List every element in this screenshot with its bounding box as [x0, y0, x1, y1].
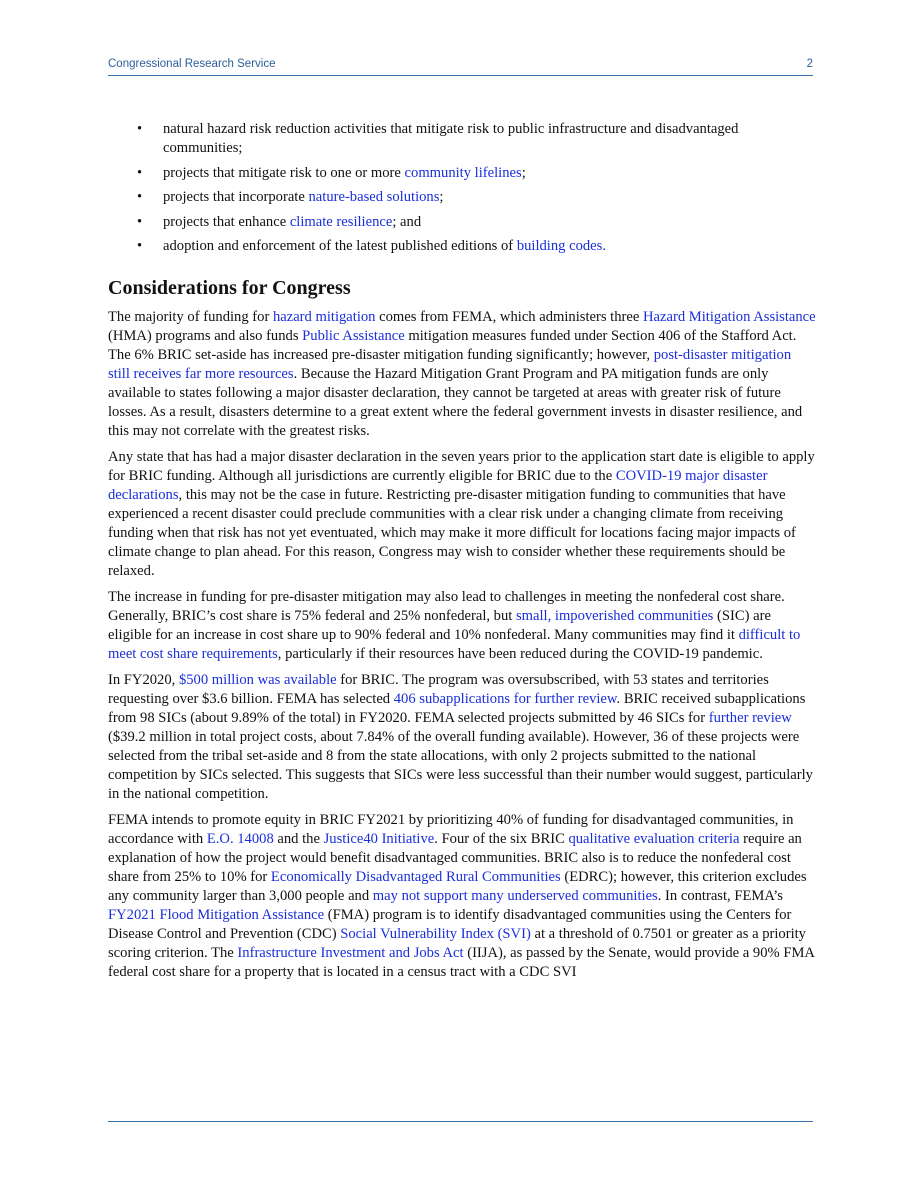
- text-run: . Four of the six BRIC: [434, 831, 569, 847]
- text-run: The majority of funding for: [108, 309, 273, 325]
- bullet-item: [108, 188, 816, 207]
- hyperlink[interactable]: may not support many underserved communities: [372, 888, 658, 904]
- text-run: and the: [273, 831, 324, 847]
- hyperlink[interactable]: Hazard Mitigation Assistance: [642, 309, 816, 325]
- text-run: . Because the Hazard Mitigation Grant Program and PA mitigation funds are only available to states following a major disaster declaration, they cannot be targeted at areas with greater risk of future losses. As a result, disasters determine to a great extent where the federal government invests in disaster resilience, and this may not correlate with the greatest risks.: [108, 366, 803, 439]
- section-heading: Considerations for Congress: [108, 277, 351, 299]
- hyperlink[interactable]: further review: [708, 710, 792, 726]
- text-run: ; and: [392, 213, 422, 230]
- text-run: projects that mitigate risk to one or more: [163, 164, 405, 181]
- text-run: at a threshold of 0.7501 or greater as a priority scoring criterion. The: [108, 926, 806, 961]
- hyperlink[interactable]: E.O. 14008: [206, 831, 274, 847]
- text-run: The increase in funding for pre-disaster mitigation may also lead to challenges in meeting the nonfederal cost share. Generally, BRIC’s cost share is 75% federal and 25% nonfederal, but: [108, 589, 785, 624]
- bullet-item: [108, 213, 816, 232]
- bullet-icon: •: [137, 213, 143, 230]
- paragraph: [108, 671, 816, 804]
- hyperlink[interactable]: Infrastructure Investment and Jobs Act: [237, 945, 464, 961]
- hyperlink[interactable]: $500 million was available: [178, 672, 337, 688]
- text-run: (SIC) are eligible for an increase in cost share up to 90% federal and 10% nonfederal. Many communities may find it: [108, 608, 771, 643]
- bullet-icon: •: [137, 121, 143, 137]
- paragraph: [108, 308, 816, 441]
- paragraph: [108, 811, 816, 982]
- bullet-item: [108, 120, 816, 158]
- text-run: ;: [521, 164, 526, 181]
- text-run: for BRIC. The program was oversubscribed, with 53 states and territories requesting over $3.6 billion. FEMA has selected: [108, 672, 769, 707]
- hyperlink[interactable]: small, impoverished communities: [515, 608, 714, 624]
- text-run: (EDRC); however, this criterion excludes any community larger than 3,000 people and: [108, 869, 807, 904]
- text-run: require an explanation of how the project would benefit disadvantaged communities. BRIC also is to reduce the nonfederal cost share from 25% to 10% for: [108, 831, 802, 885]
- text-run: Any state that has had a major disaster declaration in the seven years prior to the application start date is eligible to apply for BRIC funding. Although all jurisdictions are currently eligible for BRIC due to the: [108, 449, 815, 484]
- hyperlink[interactable]: qualitative evaluation criteria: [568, 831, 740, 847]
- bullet-icon: •: [137, 189, 143, 205]
- text-run: natural hazard risk reduction activities that mitigate risk to public infrastructure and disadvantaged communities;: [163, 121, 739, 156]
- text-run: (IIJA), as passed by the Senate, would provide a 90% FMA federal cost share for a property that is located in a census tract with a CDC SVI: [108, 945, 815, 980]
- hyperlink[interactable]: Public Assistance: [302, 328, 405, 344]
- hyperlink[interactable]: building codes.: [516, 238, 606, 254]
- text-run: , particularly if their resources have been reduced during the COVID-19 pandemic.: [277, 646, 763, 662]
- document-body: [108, 120, 816, 989]
- page-number: 2: [806, 58, 813, 70]
- hyperlink[interactable]: community lifelines: [404, 164, 522, 181]
- hyperlink[interactable]: FY2021 Flood Mitigation Assistance: [108, 907, 325, 923]
- text-run: , this may not be the case in future. Restricting pre-disaster mitigation funding to communities that have experienced a recent disaster could preclude communities with a clear risk under a changing climate from receiving funding when that risk has not yet eventuated, which may make it more difficult for locations facing major impacts of climate change to plan ahead. For this reason, Congress may wish to consider whether these requirements should be relaxed.: [108, 487, 796, 579]
- text-run: comes from FEMA, which administers three: [375, 309, 643, 325]
- hyperlink[interactable]: Justice40 Initiative: [323, 831, 435, 847]
- footer-rule: [108, 1121, 813, 1122]
- text-run: In FY2020,: [108, 672, 179, 688]
- text-run: . In contrast, FEMA’s: [657, 888, 783, 904]
- paragraph: [108, 448, 816, 581]
- bullet-item: [108, 164, 816, 183]
- hyperlink[interactable]: Economically Disadvantaged Rural Communities: [270, 869, 561, 885]
- hyperlink[interactable]: nature-based solutions: [308, 189, 440, 205]
- paragraph: [108, 588, 816, 664]
- page-header: [108, 57, 813, 76]
- hyperlink[interactable]: post-disaster mitigation still receives far more resources: [108, 347, 792, 382]
- hyperlink[interactable]: hazard mitigation: [272, 309, 376, 325]
- text-run: projects that enhance: [163, 213, 290, 230]
- text-run: FEMA intends to promote equity in BRIC FY2021 by prioritizing 40% of funding for disadvantaged communities, in accordance with: [108, 812, 794, 847]
- bullet-list: [108, 120, 816, 256]
- hyperlink[interactable]: difficult to meet cost share requirements: [108, 627, 801, 662]
- text-run: mitigation measures funded under Section 406 of the Stafford Act. The 6% BRIC set-aside has increased pre-disaster mitigation funding significantly; however,: [108, 328, 797, 363]
- bullet-icon: •: [137, 164, 143, 181]
- header-source: Congressional Research Service: [108, 58, 276, 70]
- text-run: (HMA) programs and also funds: [108, 328, 303, 344]
- hyperlink[interactable]: climate resilience: [289, 213, 393, 230]
- bullet-icon: •: [137, 238, 143, 254]
- paragraphs: [108, 308, 816, 982]
- hyperlink[interactable]: Social Vulnerability Index (SVI): [340, 926, 531, 942]
- bullet-item: [108, 237, 816, 256]
- hyperlink[interactable]: 406 subapplications for further review: [393, 691, 617, 707]
- text-run: projects that incorporate: [163, 189, 309, 205]
- text-run: (FMA) program is to identify disadvantaged communities using the Centers for Disease Control and Prevention (CDC): [108, 907, 792, 942]
- text-run: ;: [439, 189, 444, 205]
- text-run: ($39.2 million in total project costs, about 7.84% of the overall funding available). However, 36 of these projects were selected from the tribal set-aside and 8 from the state allocations, with only 2 projects submitted to the national competition by SICs selected. This suggests that SICs were less successful than their number would suggest, particularly in the national competition.: [108, 729, 813, 802]
- text-run: . BRIC received subapplications from 98 SICs (about 9.89% of the total) in FY2020. FEMA selected projects submitted by 46 SICs for: [108, 691, 806, 726]
- hyperlink[interactable]: COVID-19 major disaster declarations: [108, 468, 768, 503]
- text-run: adoption and enforcement of the latest published editions of: [163, 238, 517, 254]
